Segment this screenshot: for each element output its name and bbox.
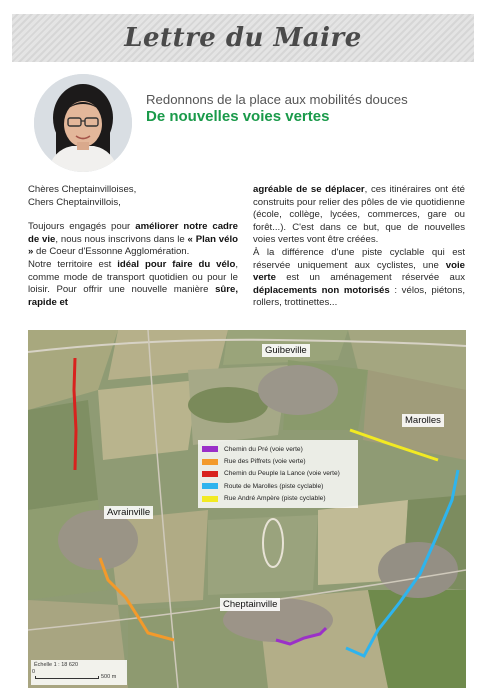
place-label-marolles: Marolles (402, 414, 444, 427)
text-run: : vélos, piétons, rollers, trottinettes... (253, 284, 465, 309)
text-run-bold: sûre, rapide et (28, 284, 238, 308)
legend-swatch (202, 496, 218, 502)
legend-swatch (202, 483, 218, 489)
scale-zero-label: 0 (32, 669, 36, 675)
route-map (28, 330, 466, 688)
text-run: est un aménagement réservée aux (275, 272, 465, 284)
text-run-bold: améliorer notre cadre de vie (28, 221, 238, 245)
article-subtitle: Redonnons de la place aux mobilités douces (146, 92, 408, 107)
legend-item (202, 443, 354, 455)
map-image (28, 330, 466, 688)
place-label-cheptainville: Cheptainville (220, 598, 280, 611)
header-banner (12, 14, 474, 62)
greeting-line-1: Chères Cheptainvilloises, (28, 184, 137, 195)
legend-label: Route de Marolles (piste cyclable) (224, 482, 324, 490)
text-run: de Coeur d'Essonne Agglomération. (33, 246, 190, 258)
right-paragraph-1 (253, 184, 465, 247)
text-run: , ces itinéraires ont été construits pour relier des pôles de vie quotidienne (école, collège, lycées, commerces, gare ou forêt...). C'est dans ce but, que de nouvelles voies vertes vont être créées. (253, 184, 465, 246)
text-run: Toujours engagés pour (28, 221, 136, 233)
scale-bar (35, 676, 99, 679)
text-run-bold: « Plan vélo » (28, 233, 238, 258)
legend-item (202, 493, 354, 505)
left-paragraph-2 (28, 259, 238, 309)
route-peuple-la-lance (74, 358, 76, 470)
portrait-image (34, 74, 132, 172)
legend-swatch (202, 446, 218, 452)
legend-label: Rue des Piffrets (voie verte) (224, 458, 306, 466)
text-run-bold: voie verte (253, 259, 465, 284)
scale-ratio: Échelle 1 : 18 620 (34, 662, 79, 668)
legend-swatch (202, 471, 218, 477)
legend-label: Rue André Ampère (piste cyclable) (224, 495, 326, 503)
mayor-portrait (34, 74, 132, 172)
greeting-line-2: Chers Cheptainvillois, (28, 196, 121, 208)
left-paragraph-1 (28, 221, 238, 259)
left-column (28, 184, 238, 309)
map-scale (31, 660, 127, 685)
right-paragraph-2 (253, 247, 465, 310)
legend-item (202, 468, 354, 480)
article-title: De nouvelles voies vertes (146, 108, 330, 125)
place-label-guibeville: Guibeville (262, 344, 310, 357)
banner-title: Lettre du Maire (124, 23, 362, 53)
text-run: , comme mode de transport quotidien ou pour le loisir. Pour offrir une nouvelle manière (28, 258, 238, 296)
right-column (253, 184, 465, 310)
legend-label: Chemin du Pré (voie verte) (224, 445, 303, 453)
legend-item (202, 455, 354, 467)
text-run: , nous nous inscrivons dans le (55, 233, 188, 245)
place-label-avrainville: Avrainville (104, 506, 153, 519)
legend-item (202, 480, 354, 492)
text-run: À la différence d'une piste cyclable qui est réservée uniquement aux cyclistes, une (253, 246, 465, 271)
map-legend (198, 440, 358, 508)
scale-end-label: 500 m (101, 674, 117, 680)
text-run-bold: idéal pour faire du vélo (117, 258, 236, 270)
text-run-bold: agréable de se déplacer (253, 184, 365, 195)
legend-label: Chemin du Peuple la Lance (voie verte) (224, 470, 340, 478)
text-run: Notre territoire est (28, 258, 118, 270)
text-run-bold: déplacements non motorisés (253, 284, 390, 296)
legend-swatch (202, 459, 218, 465)
